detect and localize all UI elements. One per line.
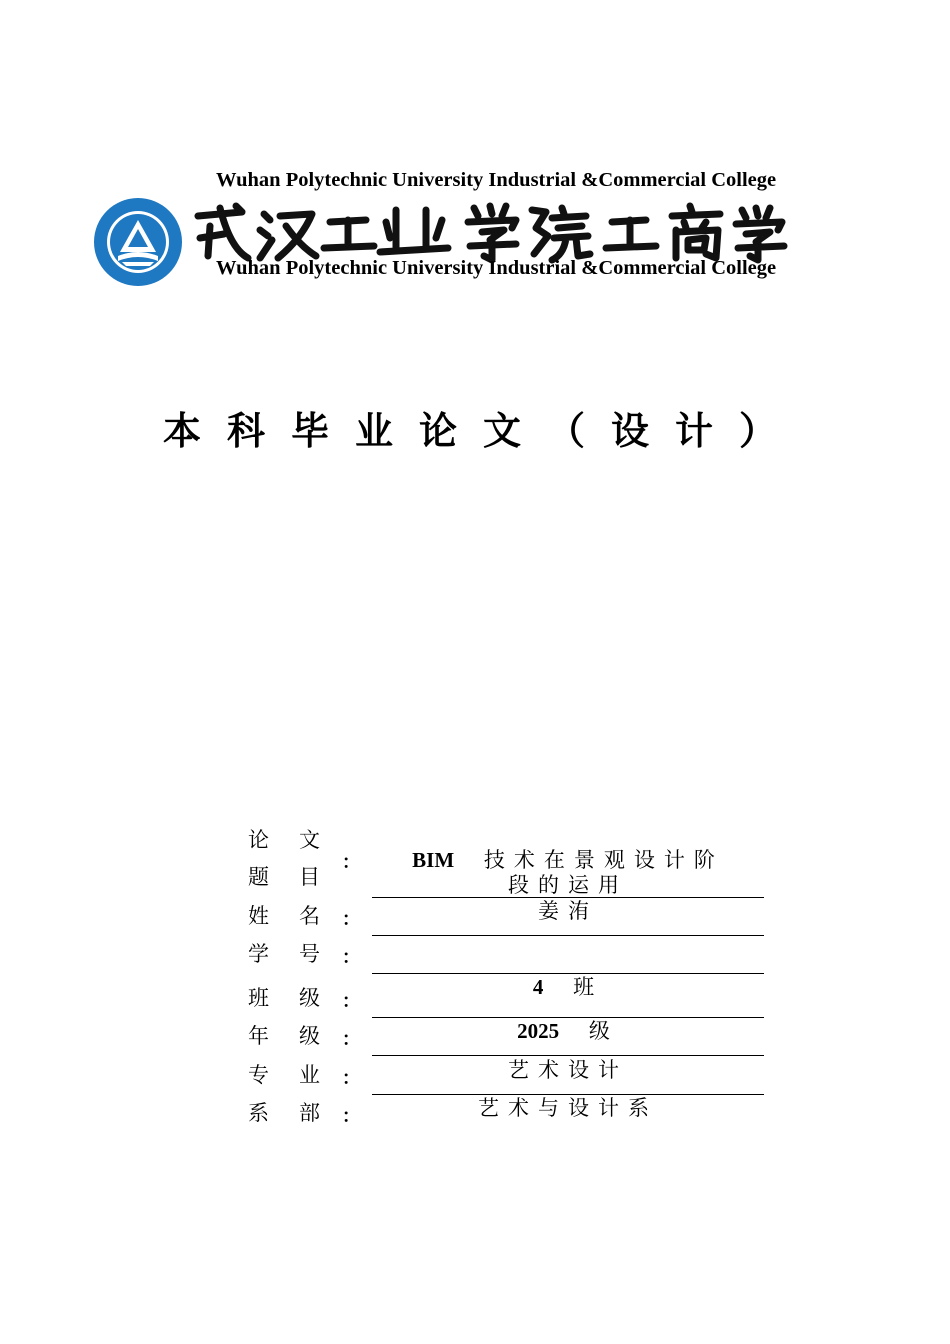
- name-label: [248, 900, 320, 930]
- label-char: 年: [248, 1024, 269, 1048]
- class-colon: ：: [342, 991, 360, 1012]
- class-value-number: 4: [532, 975, 544, 999]
- label-char: 名: [299, 904, 320, 928]
- name-value: 姜洧: [538, 899, 598, 923]
- student-id-colon: ：: [342, 947, 360, 968]
- topic-colon: ：: [342, 852, 360, 873]
- college-seal-icon: [92, 196, 184, 288]
- topic-value-line-1: [372, 848, 764, 873]
- label-char: 学: [248, 942, 269, 966]
- student-id-underline: [372, 973, 764, 974]
- topic-value-text-1: 技术在景观设计阶: [483, 848, 724, 872]
- class-label: [248, 982, 320, 1012]
- topic-underline: [372, 897, 764, 898]
- label-char: 文: [299, 828, 320, 852]
- label-char: 姓: [248, 904, 269, 928]
- class-value: [372, 975, 764, 1000]
- label-char: 论: [248, 828, 269, 852]
- topic-label-2: [248, 861, 320, 891]
- topic-value-line-2: 段的运用: [508, 873, 628, 897]
- grade-value-suffix: 级: [588, 1019, 619, 1043]
- name-underline: [372, 935, 764, 936]
- class-underline: [372, 1017, 764, 1018]
- major-label: [248, 1059, 320, 1089]
- department-value: 艺术与设计系: [478, 1096, 658, 1120]
- student-id-label: [248, 938, 320, 968]
- major-colon: ：: [342, 1068, 360, 1089]
- thesis-title: 本科毕业论文（设计）: [162, 409, 803, 453]
- college-english-name-top: Wuhan Polytechnic University Industrial &Commercial College: [216, 169, 777, 191]
- department-label: [248, 1097, 320, 1127]
- college-english-name-bottom: Wuhan Polytechnic University Industrial &Commercial College: [216, 257, 777, 279]
- label-char: 号: [299, 942, 320, 966]
- label-char: 部: [299, 1101, 320, 1125]
- class-value-suffix: 班: [573, 975, 604, 999]
- name-colon: ：: [342, 909, 360, 930]
- label-char: 题: [248, 865, 269, 889]
- major-value: 艺术设计: [508, 1058, 628, 1082]
- grade-colon: ：: [342, 1029, 360, 1050]
- label-char: 系: [248, 1101, 269, 1125]
- topic-value-prefix: BIM: [412, 848, 455, 872]
- topic-label-1: [248, 824, 320, 854]
- label-char: 级: [299, 1024, 320, 1048]
- grade-underline: [372, 1055, 764, 1056]
- label-char: 级: [299, 986, 320, 1010]
- label-char: 目: [299, 865, 320, 889]
- label-char: 专: [248, 1063, 269, 1087]
- major-underline: [372, 1094, 764, 1095]
- label-char: 业: [299, 1063, 320, 1087]
- grade-value-number: 2025: [517, 1019, 560, 1043]
- label-char: 班: [248, 986, 269, 1010]
- grade-value: [372, 1019, 764, 1044]
- department-colon: ：: [342, 1106, 360, 1127]
- grade-label: [248, 1020, 320, 1050]
